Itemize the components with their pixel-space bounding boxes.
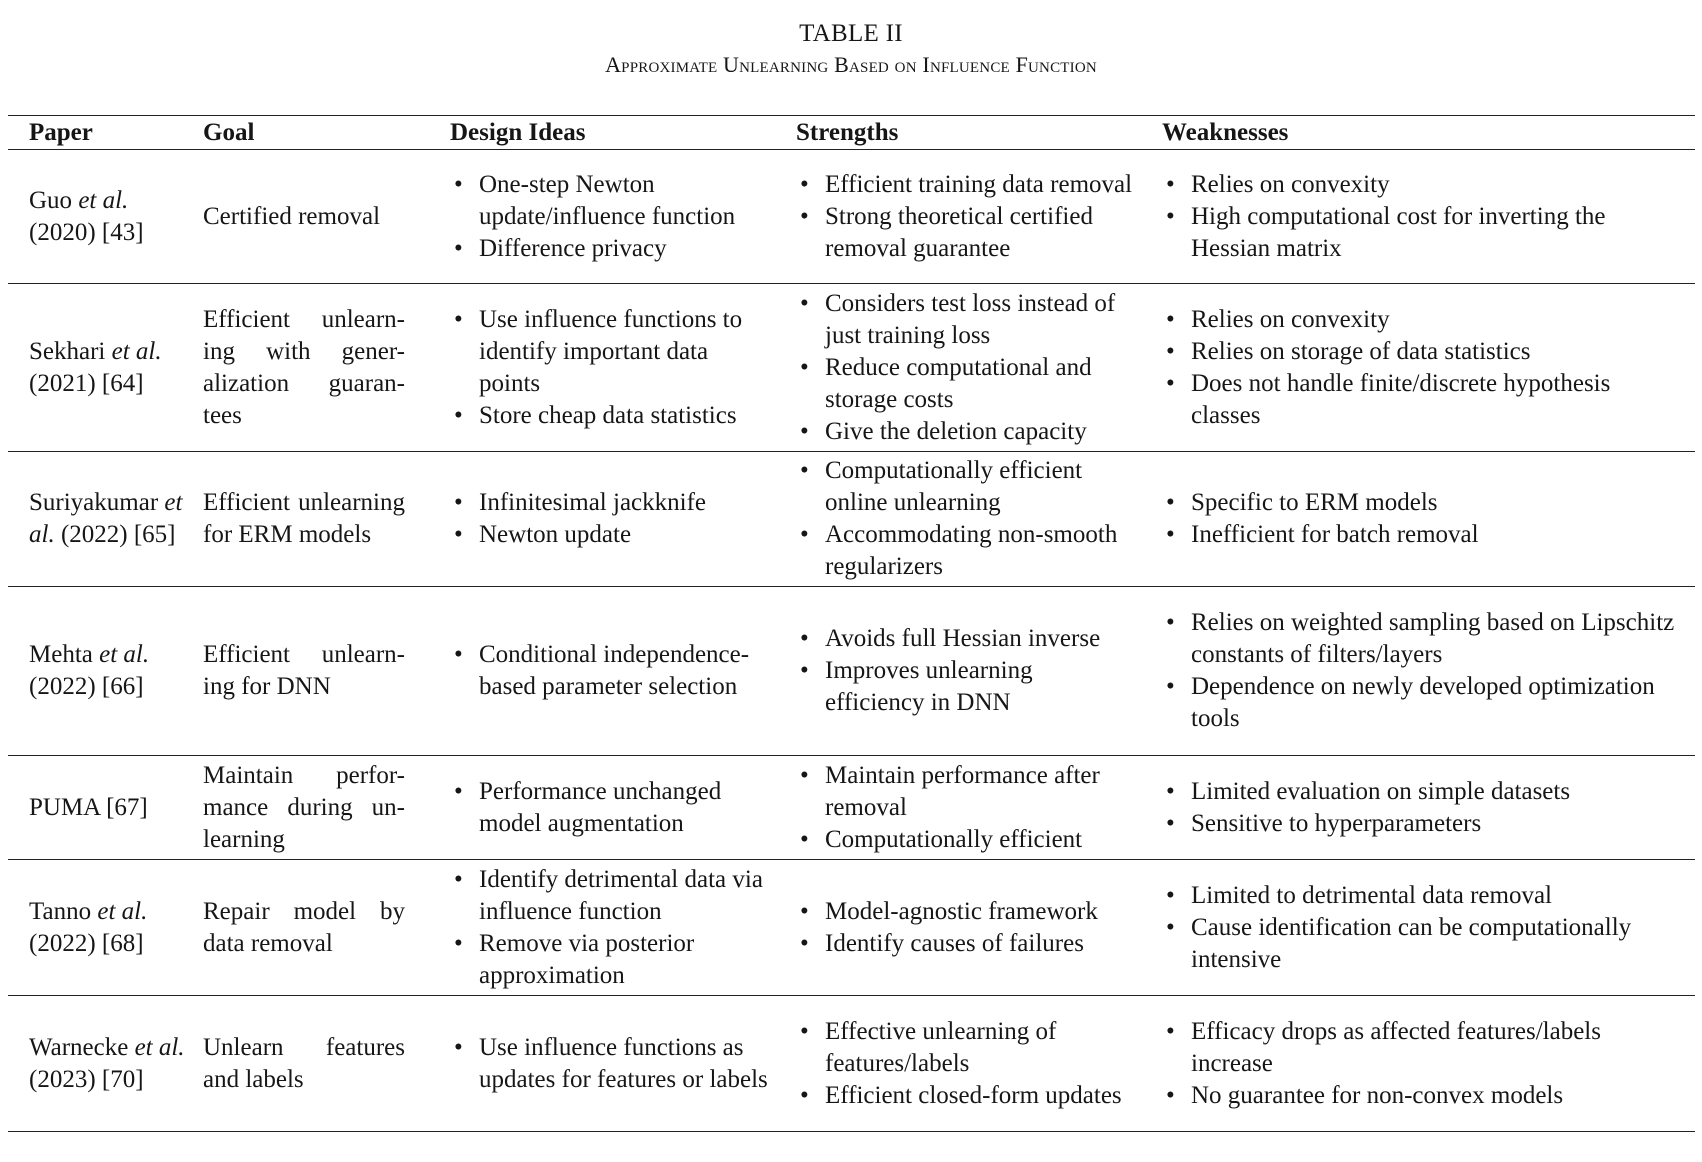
weakness-list <box>1162 487 1685 551</box>
design-idea-item: • Newton update <box>450 519 771 551</box>
weakness-list <box>1162 1016 1685 1112</box>
design-idea-cell <box>425 996 791 1132</box>
weakness-cell <box>1157 284 1695 452</box>
header-row <box>8 116 1695 150</box>
design-idea-list <box>450 1032 771 1096</box>
table-row <box>8 284 1695 452</box>
design-idea-list <box>450 487 771 551</box>
weakness-item: • Sensitive to hyperparameters <box>1162 808 1685 840</box>
strength-cell <box>791 587 1157 756</box>
paper-cell <box>8 150 198 284</box>
design-idea-list <box>450 639 771 703</box>
weakness-item: • Specific to ERM models <box>1162 487 1685 519</box>
header-paper: Paper <box>29 118 93 146</box>
paper-cell <box>8 284 198 452</box>
paper-citation: (2020) [43] <box>29 218 144 246</box>
table-row <box>8 452 1695 587</box>
goal-cell: Unlearn features and labels <box>203 1033 405 1093</box>
table-row <box>8 860 1695 996</box>
strength-list <box>796 760 1135 856</box>
design-idea-item: • Conditional independence-based parameter selection <box>450 639 771 703</box>
weakness-item: • Relies on convexity <box>1162 304 1685 336</box>
design-idea-item: • Infinitesimal jackknife <box>450 487 771 519</box>
strength-item: • Strong theoretical certified removal guarantee <box>796 201 1135 265</box>
header-strengths: Strengths <box>796 118 899 146</box>
strength-list <box>796 169 1135 265</box>
goal-cell: Repair model by data removal <box>203 897 405 957</box>
design-idea-list <box>450 776 771 840</box>
table-row <box>8 996 1695 1132</box>
table-row <box>8 756 1695 860</box>
paper-etal: et al. <box>78 186 129 214</box>
strength-list <box>796 896 1135 960</box>
paper-author: Mehta <box>29 641 93 668</box>
design-idea-list <box>450 169 771 265</box>
weakness-list <box>1162 169 1685 265</box>
design-idea-cell <box>425 150 791 284</box>
paper-etal: et al. <box>134 1033 185 1061</box>
weakness-item: • Cause identification can be computationally intensive <box>1162 912 1685 976</box>
paper-author: Warnecke <box>29 1033 129 1061</box>
weakness-item: • Relies on storage of data statistics <box>1162 336 1685 368</box>
weakness-item: • Relies on weighted sampling based on Lipschitz constants of filters/layers <box>1162 607 1685 671</box>
goal-cell: Efficient unlearning for ERM models <box>203 489 405 548</box>
strength-list <box>796 288 1135 448</box>
weakness-item: • Limited to detrimental data removal <box>1162 880 1685 912</box>
strength-item: • Reduce computational and storage costs <box>796 352 1135 416</box>
unlearning-table <box>8 115 1695 1132</box>
design-idea-cell <box>425 284 791 452</box>
strength-item: • Considers test loss instead of just training loss <box>796 288 1135 352</box>
design-idea-list <box>450 304 771 432</box>
goal-cell: Maintain perfor-mance during un-learning <box>203 761 405 853</box>
weakness-item: • Inefficient for batch removal <box>1162 519 1685 551</box>
paper-citation: (2022) [68] <box>29 929 144 957</box>
header-design-ideas: Design Ideas <box>450 118 586 146</box>
weakness-item: • Does not handle finite/discrete hypothesis classes <box>1162 368 1685 432</box>
strength-cell <box>791 860 1157 996</box>
paper-etal: et al. <box>111 337 162 365</box>
strength-item: • Computationally efficient <box>796 824 1135 856</box>
paper-cell <box>8 756 198 860</box>
strength-item: • Computationally efficient online unlearning <box>796 455 1135 519</box>
weakness-item: • Limited evaluation on simple datasets <box>1162 776 1685 808</box>
design-idea-item: • Difference privacy <box>450 233 771 265</box>
header-weaknesses: Weaknesses <box>1162 118 1289 146</box>
paper-cell <box>8 860 198 996</box>
strength-list <box>796 623 1135 719</box>
paper-cell <box>8 452 198 587</box>
weakness-list <box>1162 776 1685 840</box>
weakness-item: • Dependence on newly developed optimization tools <box>1162 671 1685 735</box>
strength-item: • Accommodating non-smooth regularizers <box>796 519 1135 583</box>
table-row <box>8 587 1695 756</box>
paper-citation: (2023) [70] <box>29 1065 144 1093</box>
weakness-cell <box>1157 150 1695 284</box>
weakness-cell <box>1157 860 1695 996</box>
weakness-list <box>1162 304 1685 432</box>
strength-item: • Efficient closed-form updates <box>796 1080 1135 1112</box>
strength-item: • Efficient training data removal <box>796 169 1135 201</box>
table-title: Approximate Unlearning Based on Influence Function <box>605 52 1097 77</box>
weakness-list <box>1162 880 1685 976</box>
paper-citation: (2021) [64] <box>29 369 144 397</box>
weakness-item: • High computational cost for inverting the Hessian matrix <box>1162 201 1685 265</box>
design-idea-item: • Use influence functions to identify important data points <box>450 304 771 400</box>
table-row <box>8 150 1695 284</box>
paper-author: Suriyakumar <box>29 489 159 516</box>
weakness-item: • No guarantee for non-convex models <box>1162 1080 1685 1112</box>
design-idea-item: • Identify detrimental data via influence function <box>450 864 771 928</box>
design-idea-cell <box>425 587 791 756</box>
paper-author: Tanno <box>29 897 92 925</box>
paper-cell <box>8 587 198 756</box>
goal-cell: Efficient unlearn-ing with gener-alization guaran-tees <box>203 305 405 429</box>
design-idea-item: • Use influence functions as updates for features or labels <box>450 1032 771 1096</box>
strength-item: • Effective unlearning of features/labels <box>796 1016 1135 1080</box>
strength-item: • Identify causes of failures <box>796 928 1135 960</box>
design-idea-item: • One-step Newton update/influence function <box>450 169 771 233</box>
weakness-item: • Relies on convexity <box>1162 169 1685 201</box>
design-idea-cell <box>425 756 791 860</box>
goal-cell: Efficient unlearn-ing for DNN <box>203 641 405 700</box>
header-goal: Goal <box>203 118 255 146</box>
strength-list <box>796 455 1135 583</box>
strength-item: • Maintain performance after removal <box>796 760 1135 824</box>
table-label: TABLE II <box>799 20 903 47</box>
goal-cell: Certified removal <box>203 202 381 230</box>
strength-cell <box>791 756 1157 860</box>
paper-author: PUMA [67] <box>29 793 148 821</box>
weakness-list <box>1162 607 1685 735</box>
design-idea-cell <box>425 452 791 587</box>
paper-etal: et al. <box>99 641 150 668</box>
weakness-cell <box>1157 452 1695 587</box>
paper-author: Sekhari <box>29 337 106 365</box>
strength-cell <box>791 452 1157 587</box>
paper-citation: (2022) [65] <box>60 521 176 548</box>
paper-author: Guo <box>29 186 73 214</box>
design-idea-item: • Remove via posterior approximation <box>450 928 771 992</box>
weakness-item: • Efficacy drops as affected features/labels increase <box>1162 1016 1685 1080</box>
paper-etal: et al. <box>97 897 148 925</box>
weakness-cell <box>1157 587 1695 756</box>
strength-item: • Give the deletion capacity <box>796 416 1135 448</box>
strength-cell <box>791 996 1157 1132</box>
paper-etal: et al. <box>29 489 183 548</box>
design-idea-list <box>450 864 771 992</box>
strength-item: • Improves unlearning efficiency in DNN <box>796 655 1135 719</box>
strength-list <box>796 1016 1135 1112</box>
strength-cell <box>791 284 1157 452</box>
weakness-cell <box>1157 756 1695 860</box>
weakness-cell <box>1157 996 1695 1132</box>
strength-item: • Model-agnostic framework <box>796 896 1135 928</box>
strength-cell <box>791 150 1157 284</box>
design-idea-cell <box>425 860 791 996</box>
design-idea-item: • Store cheap data statistics <box>450 400 771 432</box>
design-idea-item: • Performance unchanged model augmentation <box>450 776 771 840</box>
strength-item: • Avoids full Hessian inverse <box>796 623 1135 655</box>
paper-cell <box>8 996 198 1132</box>
paper-citation: (2022) [66] <box>29 673 144 700</box>
